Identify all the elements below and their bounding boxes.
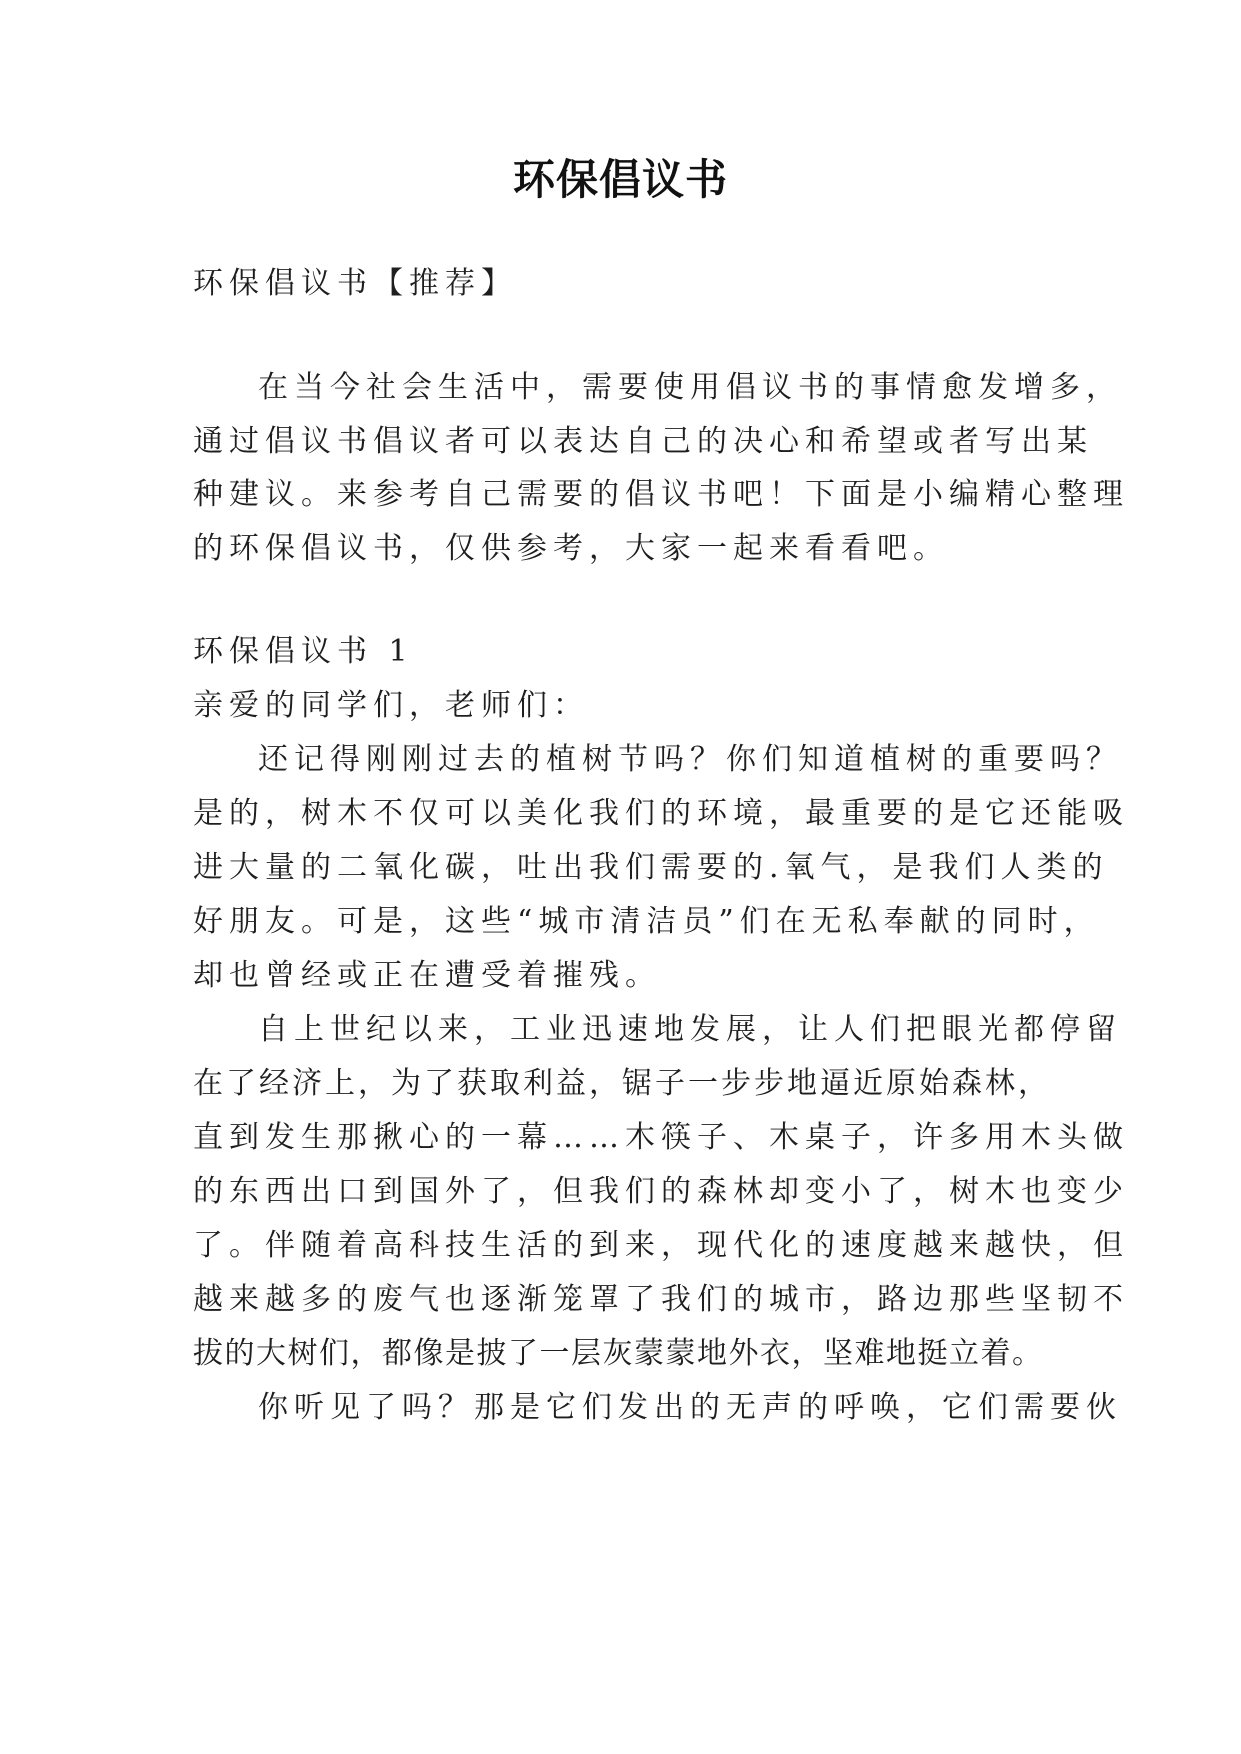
paragraph3-line: 你听见了吗？那是它们发出的无声的呼唤，它们需要伙 xyxy=(258,1390,1122,1425)
paragraph1-line: 还记得刚刚过去的植树节吗？你们知道植树的重要吗？ xyxy=(258,742,1122,777)
subtitle: 环保倡议书【推荐】 xyxy=(193,266,517,301)
paragraph2-line: 直到发生那揪心的一幕……木筷子、木桌子，许多用木头做 xyxy=(193,1120,1129,1155)
paragraph2-line: 的东西出口到国外了，但我们的森林却变小了，树木也变少 xyxy=(193,1174,1129,1209)
paragraph1-line: 却也曾经或正在遭受着摧残。 xyxy=(193,958,661,993)
paragraph1-line: 好朋友。可是，这些“城市清洁员”们在无私奉献的同时， xyxy=(193,904,1100,939)
intro-line: 的环保倡议书，仅供参考，大家一起来看看吧。 xyxy=(193,531,949,566)
paragraph1-line: 是的，树木不仅可以美化我们的环境，最重要的是它还能吸 xyxy=(193,796,1129,831)
paragraph1-line: 进大量的二氧化碳，吐出我们需要的.氧气，是我们人类的 xyxy=(193,850,1109,885)
paragraph2-line: 了。伴随着高科技生活的到来，现代化的速度越来越快，但 xyxy=(193,1228,1129,1263)
paragraph2-line: 在了经济上，为了获取利益，锯子一步步地逼近原始森林， xyxy=(193,1066,1051,1101)
paragraph2-line: 拔的大树们，都像是披了一层灰蒙蒙地外衣，坚难地挺立着。 xyxy=(193,1336,1044,1371)
document-title: 环保倡议书 xyxy=(512,155,728,204)
paragraph2-line: 越来越多的废气也逐渐笼罩了我们的城市，路边那些坚韧不 xyxy=(193,1282,1129,1317)
intro-line: 通过倡议书倡议者可以表达自己的决心和希望或者写出某 xyxy=(193,424,1093,459)
section-heading: 环保倡议书 1 xyxy=(193,634,414,669)
paragraph2-line: 自上世纪以来，工业迅速地发展，让人们把眼光都停留 xyxy=(258,1012,1122,1047)
intro-line: 种建议。来参考自己需要的倡议书吧！下面是小编精心整理 xyxy=(193,477,1129,512)
salutation: 亲爱的同学们，老师们： xyxy=(193,688,589,723)
intro-line: 在当今社会生活中，需要使用倡议书的事情愈发增多， xyxy=(258,370,1122,405)
